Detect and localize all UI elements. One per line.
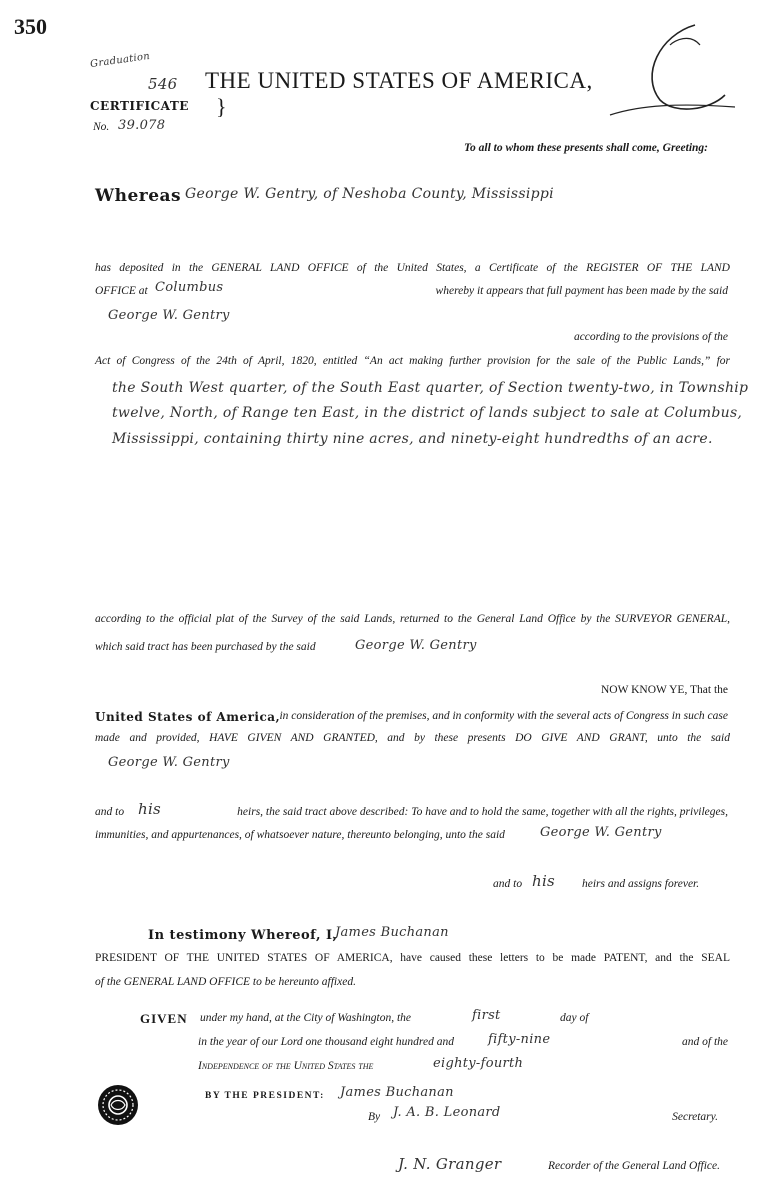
- his-handwritten-2: his: [532, 872, 556, 890]
- act-line: Act of Congress of the 24th of April, 1820, entitled “An act making further provision for the sale of the Public Lands,” for: [95, 355, 730, 367]
- land-description-line-1: the South West quarter, of the South East quarter, of Section twenty-two, in Township: [112, 380, 749, 396]
- president-signature: James Buchanan: [340, 1085, 454, 1100]
- payer-name: George W. Gentry: [108, 308, 230, 323]
- deposit-line-1: has deposited in the GENERAL LAND OFFICE of the United States, a Certificate of the REGISTER OF THE LAND: [95, 262, 730, 274]
- purchaser-name: George W. Gentry: [355, 638, 477, 653]
- office-location: Columbus: [155, 280, 224, 295]
- certificate-label: CERTIFICATE: [90, 99, 189, 113]
- survey-line: according to the official plat of the Survey of the said Lands, returned to the General Land Office by the SURVEYOR GENERAL,: [95, 613, 730, 625]
- day-of-text: day of: [560, 1012, 589, 1024]
- certificate-number-prefix: No.: [93, 121, 110, 133]
- recorder-label: Recorder of the General Land Office.: [547, 1160, 720, 1172]
- certificate-number: 39.078: [118, 118, 166, 133]
- graduation-label: Graduation: [89, 50, 151, 71]
- testimony-line-1: PRESIDENT OF THE UNITED STATES OF AMERICA, have caused these letters to be made PATENT, and the SEAL: [95, 952, 730, 964]
- made-provided-line: made and provided, HAVE GIVEN AND GRANTED, and by these presents DO GIVE AND GRANT, unto the said: [95, 732, 730, 744]
- now-know-ye: NOW KNOW YE, That the: [600, 684, 728, 696]
- by-president-label: BY THE PRESIDENT:: [205, 1091, 325, 1101]
- seal-emblem: [96, 1083, 140, 1127]
- certificate-brace: }: [216, 94, 227, 119]
- by-label: By: [368, 1111, 381, 1123]
- testimony-label: In testimony Whereof, I,: [148, 928, 338, 943]
- heirs-line: heirs, the said tract above described: To have and to hold the same, together with all the rights, privileges,: [237, 806, 728, 818]
- flourish-mark: [600, 15, 740, 130]
- testimony-line-2: of the GENERAL LAND OFFICE to be hereunto affixed.: [95, 976, 356, 988]
- grantee-full: George W. Gentry, of Neshoba County, Mississippi: [185, 186, 554, 202]
- office-at: OFFICE at: [95, 285, 148, 297]
- his-handwritten: his: [138, 800, 162, 818]
- independence-text: Independence of the United States the: [198, 1060, 374, 1072]
- heirs-assigns: heirs and assigns forever.: [582, 878, 700, 890]
- secretary-signature: J. A. B. Leonard: [393, 1105, 501, 1120]
- provisions-text: according to the provisions of the: [573, 331, 728, 343]
- and-to-text-2: and to: [493, 878, 523, 890]
- president-name: James Buchanan: [335, 925, 449, 940]
- secretary-label: Secretary.: [672, 1111, 718, 1123]
- and-to-text: and to: [95, 806, 125, 818]
- page-number: 350: [14, 14, 47, 39]
- purchased-prefix: which said tract has been purchased by the said: [95, 641, 316, 653]
- land-description-line-2: twelve, North, of Range ten East, in the district of lands subject to sale at Columbus,: [112, 405, 743, 421]
- usa-gothic: United States of America,: [95, 710, 281, 724]
- recorder-signature: J. N. Granger: [398, 1155, 502, 1173]
- whereby-text: whereby it appears that full payment has been made by the said: [435, 285, 728, 297]
- grantee-name-2: George W. Gentry: [540, 825, 662, 840]
- immunities-line: immunities, and appurtenances, of whatsoever nature, thereunto belonging, unto the said: [95, 829, 505, 841]
- year-prefix: in the year of our Lord one thousand eight hundred and: [198, 1036, 454, 1048]
- year-value: fifty-nine: [488, 1032, 551, 1047]
- under-hand-text: under my hand, at the City of Washington, the: [200, 1012, 412, 1024]
- greeting: To all to whom these presents shall come, Greeting:: [464, 142, 708, 154]
- whereas-label: Whereas: [95, 186, 182, 206]
- day-value: first: [472, 1008, 501, 1023]
- independence-value: eighty-fourth: [433, 1056, 524, 1071]
- grantee-name: George W. Gentry: [108, 755, 230, 770]
- consideration-text: in consideration of the premises, and in conformity with the several acts of Congress in such case: [279, 710, 728, 722]
- and-of-the-text: and of the: [682, 1036, 728, 1048]
- graduation-number: 546: [148, 75, 178, 93]
- given-label: GIVEN: [140, 1011, 188, 1026]
- document-title: THE UNITED STATES OF AMERICA,: [205, 68, 593, 93]
- land-description-line-3: Mississippi, containing thirty nine acres, and ninety-eight hundredths of an acre.: [112, 431, 713, 447]
